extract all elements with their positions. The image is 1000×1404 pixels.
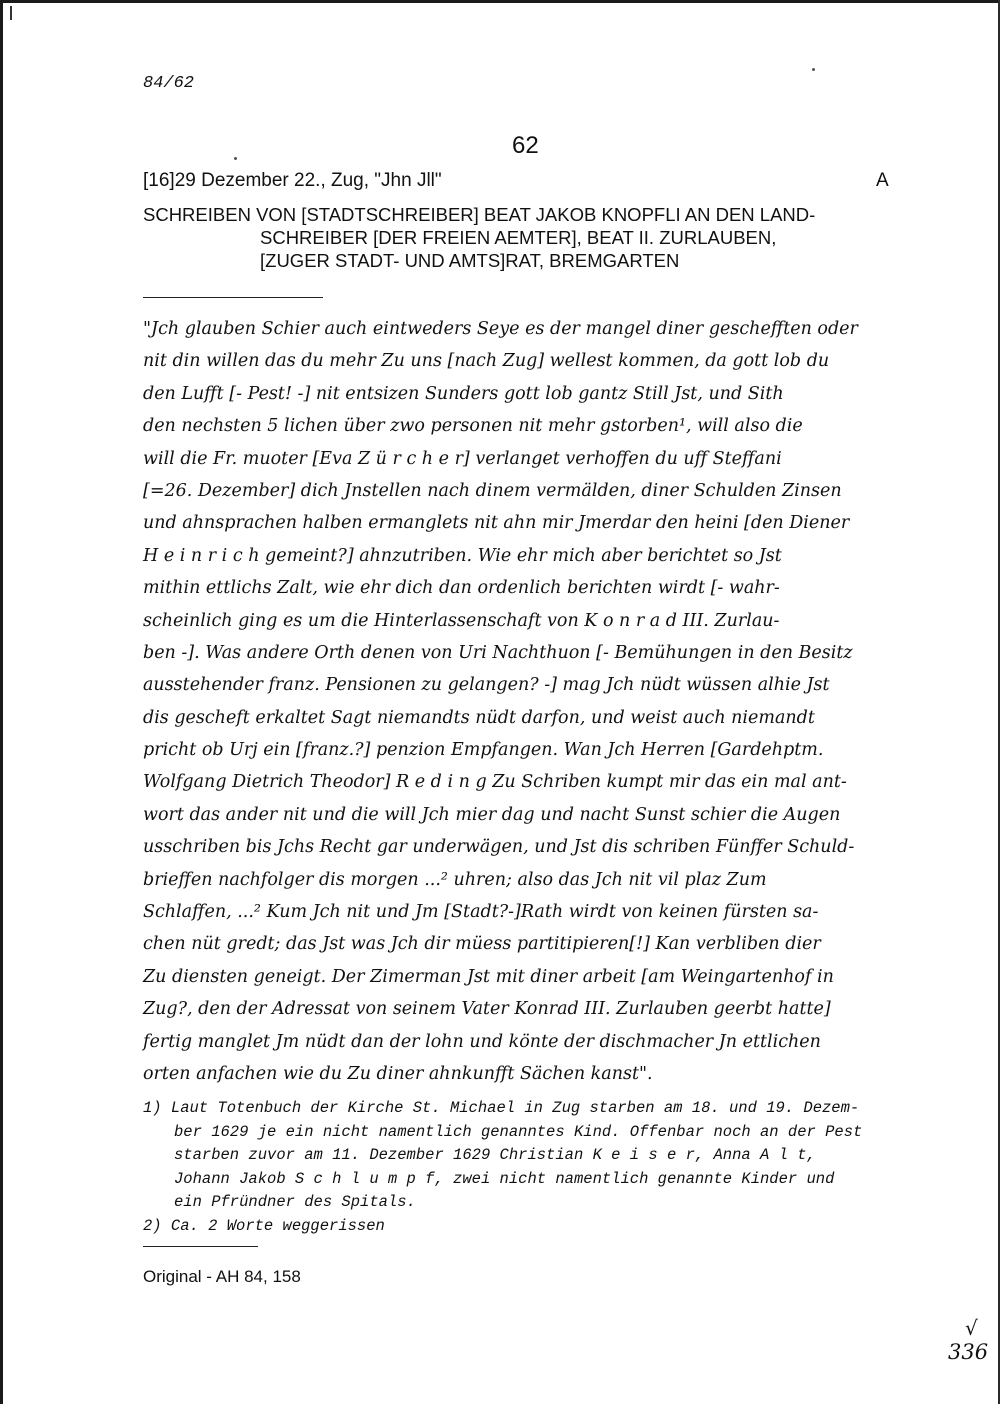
- scan-edge-top: [0, 0, 1000, 3]
- check-mark: √: [965, 1316, 978, 1340]
- body-line: Zu diensten geneigt. Der Zimerman Jst mit diner arbeit [am Weingartenhof in: [143, 966, 834, 987]
- original-reference: Original - AH 84, 158: [143, 1267, 301, 1286]
- body-line: den nechsten 5 lichen über zwo personen nit mehr gstorben¹, will also die: [143, 416, 803, 437]
- footnote-line: Johann Jakob S c h l u m p f, zwei nicht namentlich genannte Kinder und: [174, 1169, 835, 1188]
- heading-line: SCHREIBEN VON [STADTSCHREIBER] BEAT JAKOB KNOPFLI AN DEN LAND-: [143, 204, 816, 225]
- body-line: H e i n r i c h gemeint?] ahnzutriben. Wie ehr mich aber berichtet so Jst: [143, 545, 782, 566]
- footnote-divider: [143, 1246, 258, 1247]
- footnotes: [143, 1097, 933, 1238]
- scan-speck: [812, 68, 815, 71]
- body-line: "Jch glauben Schier auch eintweders Seye es der mangel diner geschefften oder: [143, 319, 858, 339]
- body-line: dis gescheft erkaltet Sagt niemandts nüdt darfon, und weist auch niemandt: [143, 707, 815, 728]
- body-line: und ahnsprachen halben ermanglets nit ahn mir Jmerdar den heini [den Diener: [143, 513, 850, 534]
- scan-edge-left: [0, 0, 3, 1404]
- body-line: will die Fr. muoter [Eva Z ü r c h e r] verlanget verhoffen du uff Steffani: [143, 448, 782, 469]
- body-line: scheinlich ging es um die Hinterlassenschaft von K o n r a d III. Zurlau-: [143, 610, 780, 631]
- scan-mark: [10, 6, 12, 20]
- footnote-line: 2) Ca. 2 Worte weggerissen: [143, 1216, 385, 1235]
- scan-speck: [234, 157, 237, 160]
- body-line: wort das ander nit und die will Jch mier dag und nacht Sunst schier die Augen: [143, 804, 841, 825]
- body-line: chen nüt gredt; das Jst was Jch dir müess partitipieren[!] Kan verbliben dier: [143, 934, 821, 955]
- heading-divider: [143, 297, 323, 298]
- body-line: ben -]. Was andere Orth denen von Uri Nachthuon [- Bemühungen in den Besitz: [143, 642, 853, 663]
- body-line: usschriben bis Jchs Recht gar underwägen, und Jst dis schriben Fünffer Schuld-: [143, 837, 855, 858]
- document-heading: [143, 203, 815, 272]
- body-line: nit din willen das du mehr Zu uns [nach Zug] wellest kommen, da gott lob du: [143, 351, 830, 372]
- page-number: 62: [512, 132, 539, 159]
- body-line: Wolfgang Dietrich Theodor] R e d i n g Zu Schriben kumpt mir das ein mal ant-: [143, 772, 847, 793]
- dateline: [16]29 Dezember 22., Zug, "Jhn Jll": [143, 170, 442, 191]
- body-line: Zug?, den der Adressat von seinem Vater Konrad III. Zurlauben geerbt hatte]: [143, 999, 831, 1020]
- footnote-line: 1) Laut Totenbuch der Kirche St. Michael in Zug starben am 18. und 19. Dezem-: [143, 1099, 860, 1117]
- body-line: ausstehender franz. Pensionen zu gelangen? -] mag Jch nüdt wüssen alhie Jst: [143, 675, 830, 696]
- footnote-line: starben zuvor am 11. Dezember 1629 Christian K e i s e r, Anna A l t,: [174, 1146, 816, 1164]
- body-line: [=26. Dezember] dich Jnstellen nach dinem vermälden, diner Schulden Zinsen: [143, 480, 842, 501]
- body-line: orten anfachen wie du Zu diner ahnkunfft Sächen kanst".: [143, 1063, 653, 1084]
- document-type-letter: A: [876, 170, 889, 191]
- body-line: mithin ettlichs Zalt, wie ehr dich dan ordenlich berichten wirdt [- wahr-: [143, 578, 780, 599]
- footnote-line: ein Pfründner des Spitals.: [174, 1193, 416, 1211]
- heading-line: [ZUGER STADT- UND AMTS]RAT, BREMGARTEN: [260, 250, 680, 271]
- heading-line: SCHREIBER [DER FREIEN AEMTER], BEAT II. ZURLAUBEN,: [260, 227, 777, 248]
- body-line: Schlaffen, ...² Kum Jch nit und Jm [Stadt?-]Rath wirdt von keinen fürsten sa-: [143, 902, 819, 923]
- body-line: brieffen nachfolger dis morgen ...² uhren; also das Jch nit vil plaz Zum: [143, 869, 767, 890]
- signature-label: 84/62: [143, 74, 195, 93]
- body-line: pricht ob Urj ein [franz.?] penzion Empfangen. Wan Jch Herren [Gardehptm.: [143, 740, 824, 761]
- footnote-line: ber 1629 je ein nicht namentlich genanntes Kind. Offenbar noch an der Pest: [174, 1122, 863, 1141]
- body-line: fertig manglet Jm nüdt dan der lohn und könte der dischmacher Jn ettlichen: [143, 1031, 821, 1052]
- archive-number: 336: [948, 1340, 989, 1364]
- body-line: den Lufft [- Pest! -] nit entsizen Sunders gott lob gantz Still Jst, und Sith: [143, 383, 784, 404]
- letter-body: [143, 313, 923, 1090]
